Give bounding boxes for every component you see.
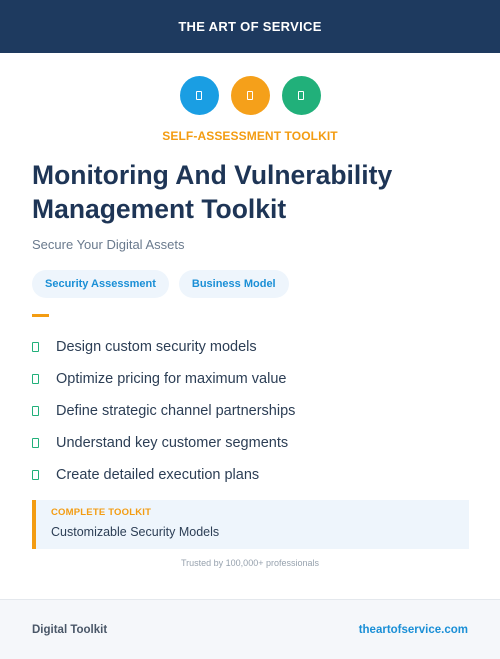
list-item [32,427,295,459]
feature-text: Create detailed execution plans [56,467,260,483]
feature-list [32,331,295,491]
page-title: Monitoring And Vulnerability Management Toolkit [32,160,393,224]
accent-divider [32,314,49,317]
toolkit-callout [32,500,469,549]
blue-circle-badge [180,76,219,115]
checkbox-icon [32,406,39,416]
trusted-note: Trusted by 100,000+ professionals [180,558,319,568]
feature-text: Understand key customer segments [56,435,289,451]
icon-row [0,76,500,115]
orange-circle-badge [231,76,270,115]
tag-list [32,270,289,298]
list-item [32,395,295,427]
footer-bar [0,599,500,659]
footer-label: Digital Toolkit [32,623,108,636]
checkbox-icon [32,374,39,384]
feature-text: Design custom security models [56,339,257,355]
header-bar [0,0,500,53]
tag-security-assessment[interactable]: Security Assessment [32,270,169,298]
callout-text: Customizable Security Models [51,525,220,539]
footer-website-link[interactable]: theartofservice.com [358,623,468,636]
feature-text: Optimize pricing for maximum value [56,371,287,387]
tag-business-model[interactable]: Business Model [179,270,289,298]
list-item [32,363,295,395]
callout-label: COMPLETE TOOLKIT [51,507,152,518]
document-icon [247,91,253,100]
kicker-label: SELF-ASSESSMENT TOOLKIT [162,129,338,143]
brand-title: THE ART OF SERVICE [178,19,322,34]
checkbox-icon [32,438,39,448]
checkbox-icon [32,470,39,480]
document-icon [298,91,304,100]
list-item [32,331,295,363]
green-circle-badge [282,76,321,115]
document-icon [196,91,202,100]
page-subtitle: Secure Your Digital Assets [32,237,185,252]
checkbox-icon [32,342,39,352]
feature-text: Define strategic channel partnerships [56,403,296,419]
list-item [32,459,295,491]
